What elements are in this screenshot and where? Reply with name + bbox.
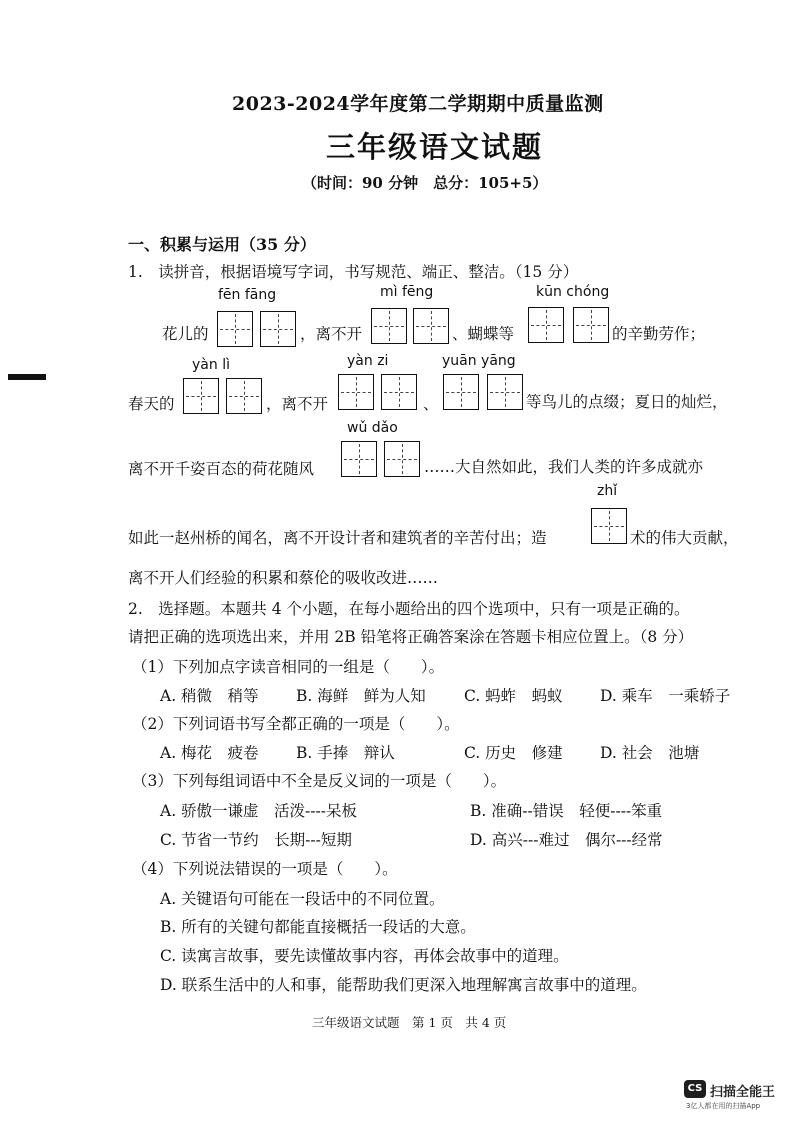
- pinyin-label: zhǐ: [597, 483, 618, 499]
- exam-title: 2023-2024学年度第二学期期中质量监测: [232, 93, 604, 115]
- choice-option[interactable]: C. 节省一节约 长期---短期: [160, 831, 352, 849]
- writing-box[interactable]: [381, 374, 417, 410]
- pinyin-label: fēn fāng: [218, 287, 277, 303]
- choice-option[interactable]: D. 联系生活中的人和事，能帮助我们更深入地理解寓言故事中的道理。: [160, 976, 647, 994]
- sub-question: （3）下列每组词语中不全是反义词的一项是（ ）。: [132, 772, 507, 790]
- fill-text: 春天的: [128, 395, 175, 413]
- sub-question: （2）下列词语书写全都正确的一项是（ ）。: [132, 715, 460, 733]
- margin-binding-mark: [8, 374, 46, 380]
- choice-option[interactable]: D. 高兴---难过 偶尔---经常: [470, 831, 663, 849]
- question-2-stem: 请把正确的选项选出来，并用 2B 铅笔将正确答案涂在答题卡相应位置上。（8 分）: [128, 628, 694, 646]
- question-1-stem: 1. 读拼音，根据语境写字词，书写规范、端正、整洁。（15 分）: [128, 263, 579, 281]
- choice-option[interactable]: A. 梅花 疲卷: [160, 744, 259, 762]
- choice-option[interactable]: D. 乘车 一乘轿子: [600, 687, 731, 705]
- writing-box[interactable]: [413, 308, 449, 344]
- fill-text: ……大自然如此，我们人类的许多成就亦: [424, 458, 704, 476]
- writing-box[interactable]: [226, 378, 262, 414]
- fill-text: 离不开千姿百态的荷花随风: [128, 460, 315, 478]
- fill-text: ，离不开: [300, 325, 363, 343]
- pinyin-label: wǔ dǎo: [347, 420, 398, 436]
- choice-option[interactable]: C. 读寓言故事，要先读懂故事内容，再体会故事中的道理。: [160, 947, 569, 965]
- fill-text: 离不开人们经验的积累和蔡伦的吸收改进……: [128, 569, 439, 587]
- writing-box[interactable]: [217, 311, 253, 347]
- choice-option[interactable]: B. 海鲜 鲜为人知: [296, 687, 426, 705]
- section-heading: 一、积累与运用（35 分）: [128, 235, 316, 254]
- fill-text: 、蝴蝶等: [452, 325, 515, 343]
- writing-box[interactable]: [260, 311, 296, 347]
- fill-text: 术的伟大贡献，: [630, 529, 739, 547]
- page-footer: 三年级语文试题 第 1 页 共 4 页: [312, 1015, 507, 1030]
- choice-option[interactable]: A. 关键语句可能在一段话中的不同位置。: [160, 890, 445, 908]
- fill-text: 的辛勤劳作；: [612, 325, 706, 343]
- fill-text: ，离不开: [266, 395, 329, 413]
- writing-box[interactable]: [573, 307, 609, 343]
- writing-box[interactable]: [384, 441, 420, 477]
- fill-text: 、: [423, 395, 439, 413]
- fill-text: 如此一赵州桥的闻名，离不开设计者和建筑者的辛苦付出；造: [128, 529, 547, 547]
- fill-text: 等鸟儿的点缀；夏日的灿烂，: [526, 393, 728, 411]
- choice-option[interactable]: B. 所有的关键句都能直接概括一段话的大意。: [160, 918, 476, 936]
- choice-option[interactable]: C. 蚂蚱 蚂蚁: [464, 687, 563, 705]
- camscanner-logo: CS: [684, 1080, 706, 1098]
- writing-box[interactable]: [487, 374, 523, 410]
- choice-option[interactable]: D. 社会 池塘: [600, 744, 700, 762]
- exam-info: （时间：90 分钟 总分：105+5）: [302, 174, 548, 192]
- pinyin-label: kūn chóng: [536, 284, 610, 300]
- choice-option[interactable]: A. 骄傲一谦虚 活泼----呆板: [160, 802, 357, 820]
- writing-box[interactable]: [338, 374, 374, 410]
- choice-option[interactable]: B. 准确--错误 轻便----笨重: [470, 802, 663, 820]
- sub-question: （4）下列说法错误的一项是（ ）。: [132, 860, 398, 878]
- pinyin-label: mì fēng: [380, 284, 434, 300]
- pinyin-label: yuān yāng: [442, 353, 516, 369]
- writing-box[interactable]: [528, 307, 564, 343]
- fill-text: 花儿的: [162, 325, 209, 343]
- choice-option[interactable]: A. 稍微 稍等: [160, 687, 259, 705]
- choice-option[interactable]: C. 历史 修建: [464, 744, 563, 762]
- pinyin-label: yàn zi: [347, 353, 389, 369]
- question-2-stem: 2. 选择题。本题共 4 个小题，在每小题给出的四个选项中，只有一项是正确的。: [128, 600, 690, 618]
- exam-subtitle: 三年级语文试题: [326, 130, 544, 164]
- writing-box[interactable]: [341, 441, 377, 477]
- writing-box[interactable]: [591, 508, 627, 544]
- writing-box[interactable]: [371, 308, 407, 344]
- choice-option[interactable]: B. 手捧 辩认: [296, 744, 395, 762]
- watermark-name: 扫描全能王: [710, 1085, 776, 1100]
- writing-box[interactable]: [443, 374, 479, 410]
- watermark-tagline: 3亿人都在用的扫描App: [686, 1102, 761, 1110]
- writing-box[interactable]: [183, 378, 219, 414]
- pinyin-label: yàn lì: [192, 357, 230, 373]
- sub-question: （1）下列加点字读音相同的一组是（ ）。: [132, 658, 445, 676]
